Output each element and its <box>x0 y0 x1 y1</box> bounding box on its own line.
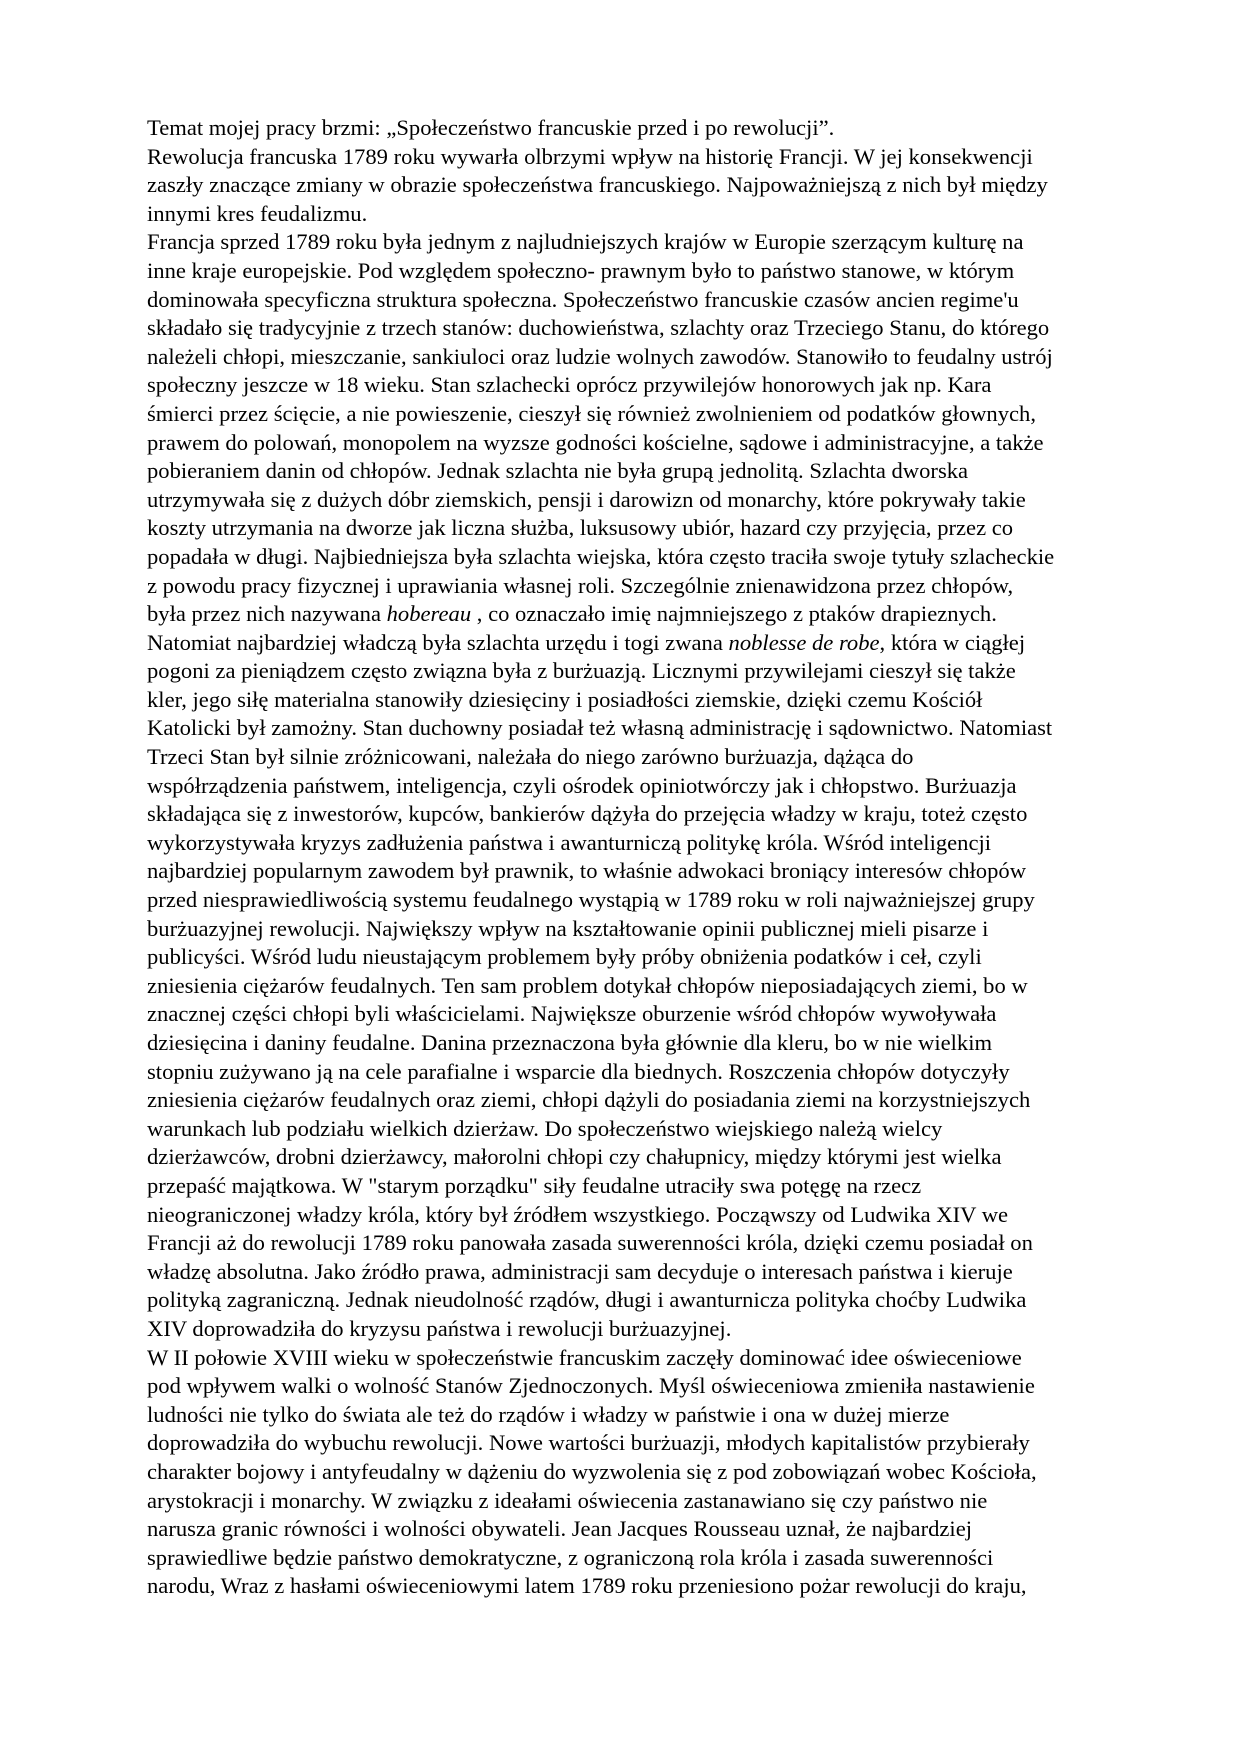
text-line: koszty utrzymania na dworze jak liczna służba, luksusowy ubiór, hazard czy przyjęcia, przez co <box>147 515 1014 541</box>
text-line: pobieraniem danin od chłopów. Jednak szlachta nie była grupą jednolitą. Szlachta dworska <box>147 458 969 484</box>
text-line: publicyści. Wśród ludu nieustającym problemem były próby obniżenia podatków i ceł, czyli <box>147 944 982 970</box>
text-line: współrządzenia państwem, inteligencja, czyli ośrodek opiniotwórczy jak i chłopstwo. Burżuazja <box>147 772 1017 798</box>
text-line: zaszły znaczące zmiany w obrazie społeczeństwa francuskiego. Najpoważniejszą z nich był między <box>147 172 1048 198</box>
text-line: należeli chłopi, mieszczanie, sankiuloci oraz ludzie wolnych zawodów. Stanowiło to feudalny ustrój <box>147 343 1053 369</box>
text-line: ludności nie tylko do świata ale też do rządów i władzy w państwie i ona w dużej mierze <box>147 1401 950 1427</box>
italic-term: noblesse de robe <box>728 629 880 655</box>
text-line: warunkach lub podziału wielkich dzierżaw. Do społeczeństwo wiejskiego należą wielcy <box>147 1115 943 1141</box>
text-line: Temat mojej pracy brzmi: „Społeczeństwo francuskie przed i po rewolucji”. <box>147 115 835 140</box>
text-line: dominowała specyficzna struktura społeczna. Społeczeństwo francuskie czasów ancien regime'u <box>147 286 1019 312</box>
text-line: z powodu pracy fizycznej i uprawiania własnej roli. Szczególnie znienawidzona przez chłopów, <box>147 572 1014 598</box>
text-line: Francja sprzed 1789 roku była jednym z najludniejszych krajów w Europie szerzącym kulturę na <box>147 229 1024 255</box>
text-line: doprowadziła do wybuchu rewolucji. Nowe wartości burżuazji, młodych kapitalistów przybierały <box>147 1430 1030 1456</box>
text-line: narodu, Wraz z hasłami oświeceniowymi latem 1789 roku przeniesiono pożar rewolucji do kraju, <box>147 1573 1027 1599</box>
text-line: inne kraje europejskie. Pod względem społeczno- prawnym było to państwo stanowe, w którym <box>147 257 1015 283</box>
text-line: charakter bojowy i antyfeudalny w dążeniu do wyzwolenia się z pod zobowiązań wobec Kościoła, <box>147 1458 1037 1484</box>
text-line: przed niesprawiedliwością systemu feudalnego wystąpią w 1789 roku w roli najważniejszej grupy <box>147 887 1035 913</box>
text-line: XIV doprowadziła do kryzysu państwa i rewolucji burżuazyjnej. <box>147 1315 732 1341</box>
text-line: dzierżawców, drobni dzierżawcy, małorolni chłopi czy chałupnicy, między którymi jest wielka <box>147 1144 1002 1170</box>
text-line: innymi kres feudalizmu. <box>147 200 368 226</box>
text-line: najbardziej popularnym zawodem był prawnik, to właśnie adwokaci broniący interesów chłopów <box>147 858 1027 884</box>
document-body <box>147 114 1097 1601</box>
text-line: zniesienia ciężarów feudalnych. Ten sam problem dotykał chłopów nieposiadających ziemi, bo w <box>147 972 1028 998</box>
text-line: Rewolucja francuska 1789 roku wywarła olbrzymi wpływ na historię Francji. W jej konsekwencji <box>147 143 1033 169</box>
text-line: polityką zagraniczną. Jednak nieudolność rządów, długi i awanturnicza polityka choćby Ludwika <box>147 1287 1027 1313</box>
text-line: kler, jego siłę materialna stanowiły dziesięciny i posiadłości ziemskie, dzięki czemu Kościół <box>147 686 983 712</box>
text-line: składało się tradycyjnie z trzech stanów: duchowieństwa, szlachty oraz Trzeciego Stanu, do którego <box>147 315 1050 341</box>
text-line: popadała w długi. Najbiedniejsza była szlachta wiejska, która często traciła swoje tytuły szlacheckie <box>147 543 1055 569</box>
text-line: władzę absolutna. Jako źródło prawa, administracji sam decyduje o interesach państwa i kieruje <box>147 1258 1013 1284</box>
text-line: Katolicki był zamożny. Stan duchowny posiadał też własną administrację i sądownictwo. Natomiast <box>147 715 1053 741</box>
text-line: była przez nich nazywana hobereau , co oznaczało imię najmniejszego z ptaków drapieznych. <box>147 601 997 627</box>
text-line: pogoni za pieniądzem często związna była z burżuazją. Licznymi przywilejami cieszył się także <box>147 658 1016 684</box>
text-line: dziesięcina i daniny feudalne. Danina przeznaczona była głównie dla kleru, bo w nie wielkim <box>147 1030 993 1055</box>
text-line: arystokracji i monarchy. W związku z ideałami oświecenia zastanawiano się czy państwo nie <box>147 1487 988 1513</box>
text-line: zniesienia ciężarów feudalnych oraz ziemi, chłopi dążyli do posiadania ziemi na korzystniejszych <box>147 1087 1031 1113</box>
text-line: pod wpływem walki o wolność Stanów Zjednoczonych. Myśl oświeceniowa zmieniła nastawienie <box>147 1373 1035 1399</box>
text-line: narusza granic równości i wolności obywateli. Jean Jacques Rousseau uznał, że najbardziej <box>147 1516 973 1542</box>
text-line: wykorzystywała kryzys zadłużenia państwa i awanturniczą politykę króla. Wśród inteligencji <box>147 829 992 855</box>
text-line: składająca się z inwestorów, kupców, bankierów dążyła do przejęcia władzy w kraju, toteż często <box>147 801 1028 827</box>
text-line: Francji aż do rewolucji 1789 roku panowała zasada suwerenności króla, dzięki czemu posiadał on <box>147 1230 1033 1256</box>
text-line: utrzymywała się z dużych dóbr ziemskich, pensji i darowizn od monarchy, które pokrywały takie <box>147 486 1026 512</box>
text-line: społeczny jeszcze w 18 wieku. Stan szlachecki oprócz przywilejów honorowych jak np. Kara <box>147 372 992 398</box>
text-line: Trzeci Stan był silnie zróżnicowani, należała do niego zarówno burżuazja, dążąca do <box>147 744 914 770</box>
text-line: prawem do polowań, monopolem na wyzsze godności kościelne, sądowe i administracyjne, a także <box>147 429 1044 455</box>
text-line: burżuazyjnej rewolucji. Największy wpływ na kształtowanie opinii publicznej mieli pisarze i <box>147 915 989 941</box>
text-line: Natomiat najbardziej władczą była szlachta urzędu i togi zwana noblesse de robe, która w ciągłej <box>147 629 1026 655</box>
text-line: sprawiedliwe będzie państwo demokratyczne, z ograniczoną rola króla i zasada suwerenności <box>147 1544 994 1570</box>
text-line: śmierci przez ścięcie, a nie powieszenie, cieszył się również zwolnieniem od podatków głownych, <box>147 400 1036 426</box>
text-line: W II połowie XVIII wieku w społeczeństwie francuskim zaczęły dominować idee oświeceniowe <box>147 1344 1022 1370</box>
text-line: znacznej części chłopi byli właścicielami. Największe oburzenie wśród chłopów wywoływała <box>147 1001 997 1027</box>
text-line: stopniu zużywano ją na cele parafialne i wsparcie dla biednych. Roszczenia chłopów dotyczyły <box>147 1058 1010 1084</box>
text-line: przepaść majątkowa. W "starym porządku" siły feudalne utraciły swa potęgę na rzecz <box>147 1172 922 1198</box>
italic-term: hobereau <box>386 601 472 627</box>
text-line: nieograniczonej władzy króla, który był źródłem wszystkiego. Począwszy od Ludwika XIV we <box>147 1201 1009 1227</box>
